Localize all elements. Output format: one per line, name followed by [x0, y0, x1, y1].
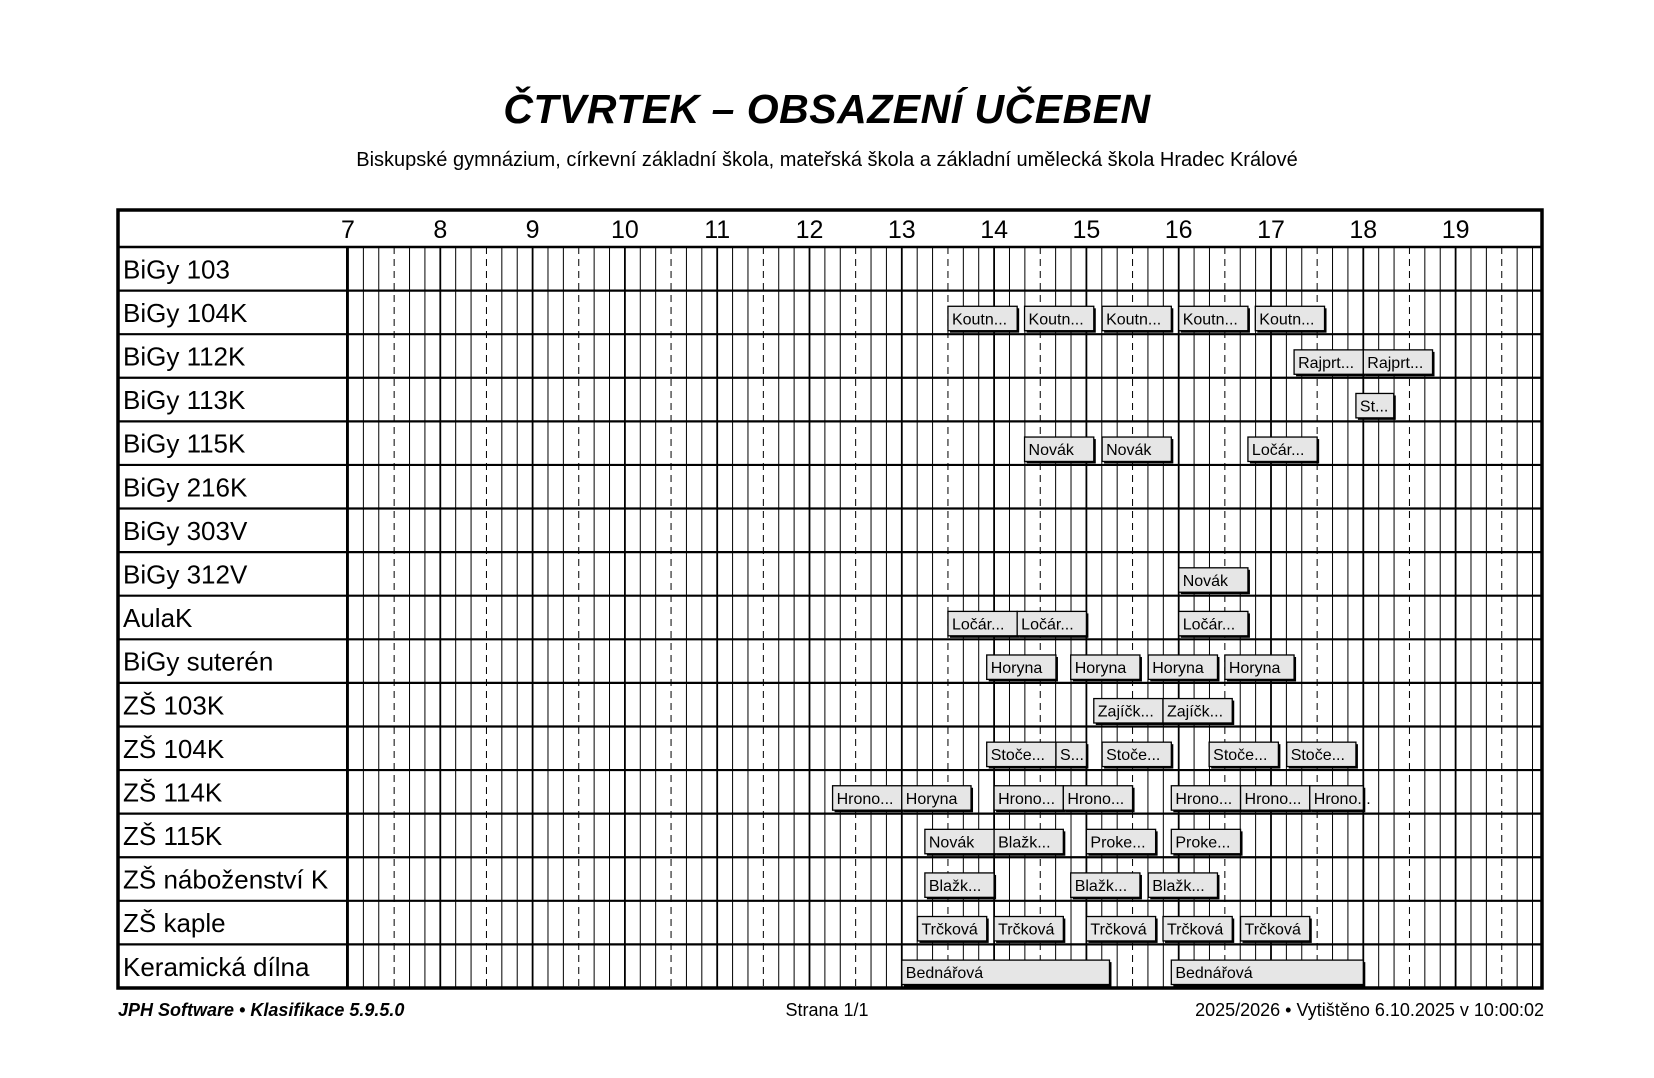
room-name: BiGy 103	[123, 254, 230, 285]
room-name: BiGy 216K	[123, 472, 248, 503]
hour-label: 18	[1349, 216, 1378, 244]
booking-teacher: Novák	[1182, 572, 1229, 590]
booking-teacher: Hrono...	[1313, 790, 1371, 808]
footer-software: JPH Software • Klasifikace 5.9.5.0	[118, 1000, 405, 1020]
room-name: BiGy 113K	[123, 385, 246, 416]
room-name: ZŠ náboženství K	[123, 864, 329, 895]
booking-teacher: Bednářová	[1175, 965, 1253, 983]
booking-teacher: Stoče...	[1106, 747, 1161, 765]
room-name: ZŠ 104K	[123, 733, 225, 764]
booking-teacher: Koutn...	[951, 311, 1008, 329]
booking-teacher: Trčková	[1244, 921, 1301, 939]
booking-teacher: Hrono...	[836, 790, 894, 808]
room-name: BiGy 112K	[123, 341, 246, 372]
hour-label: 15	[1072, 216, 1101, 244]
hour-label: 14	[980, 216, 1009, 244]
booking-teacher: Blažk...	[998, 834, 1051, 852]
footer-page-number: Strana 1/1	[785, 1000, 869, 1020]
booking-teacher: Ločár...	[1182, 616, 1236, 634]
booking-teacher: S...	[1059, 747, 1084, 765]
booking-teacher: Koutn...	[1028, 311, 1084, 329]
hour-label: 11	[704, 216, 731, 244]
booking-teacher: Bednářová	[905, 965, 984, 983]
room-name: Keramická dílna	[123, 951, 310, 982]
room-name: AulaK	[123, 603, 193, 634]
booking-teacher: Ločár...	[1251, 442, 1305, 460]
booking-teacher: Novák	[1106, 442, 1152, 460]
booking-teacher: Horyna	[990, 660, 1043, 678]
booking-teacher: Hrono...	[1175, 790, 1233, 808]
booking-teacher: Proke...	[1175, 834, 1231, 852]
booking-teacher: Hrono...	[1244, 790, 1302, 808]
room-name: BiGy 104K	[123, 297, 248, 328]
booking-teacher: St...	[1359, 398, 1389, 416]
hour-label: 9	[525, 216, 540, 244]
page-subtitle: Biskupské gymnázium, církevní základní škola, mateřská škola a základní umělecká škola Hradec Králové	[356, 149, 1298, 171]
booking-teacher: Horyna	[1228, 660, 1281, 678]
hour-label: 13	[887, 216, 916, 244]
booking-teacher: Blažk...	[1152, 877, 1205, 895]
booking-teacher: Horyna	[905, 790, 958, 808]
hour-label: 17	[1257, 216, 1285, 244]
booking-teacher: Stoče...	[990, 747, 1045, 765]
hour-label: 8	[433, 216, 448, 244]
room-name: ZŠ kaple	[123, 908, 226, 939]
booking-teacher: Novák	[928, 834, 975, 852]
booking-teacher: Trčková	[1167, 921, 1224, 939]
booking-teacher: Koutn...	[1106, 311, 1162, 329]
booking-teacher: Rajprt...	[1367, 354, 1424, 372]
hour-label: 10	[610, 216, 639, 244]
booking-teacher: Trčková	[921, 921, 978, 939]
hour-label: 16	[1164, 216, 1193, 244]
booking-teacher: Ločár...	[951, 616, 1005, 634]
booking-teacher: Zajíčk...	[1167, 703, 1224, 721]
hour-label: 7	[341, 216, 355, 244]
room-name: BiGy 115K	[123, 428, 246, 459]
room-name: ZŠ 103K	[123, 690, 225, 721]
booking-teacher: Blažk...	[928, 877, 982, 895]
booking-teacher: Horyna	[1074, 660, 1127, 678]
room-name: BiGy 303V	[123, 515, 248, 546]
booking-teacher: Zajíčk...	[1097, 703, 1154, 721]
booking-teacher: Novák	[1028, 442, 1074, 460]
booking-teacher: Ločár...	[1021, 616, 1074, 634]
booking-teacher: Trčková	[1090, 921, 1147, 939]
hour-label: 19	[1441, 216, 1470, 244]
footer-print-info: 2025/2026 • Vytištěno 6.10.2025 v 10:00:02	[1195, 1000, 1544, 1020]
booking-teacher: Stoče...	[1290, 747, 1345, 765]
room-name: ZŠ 114K	[123, 777, 223, 808]
hour-label: 12	[795, 216, 824, 244]
booking-teacher: Proke...	[1090, 834, 1146, 852]
room-name: BiGy 312V	[123, 559, 248, 590]
booking-teacher: Hrono...	[1067, 790, 1125, 808]
booking-teacher: Horyna	[1152, 660, 1204, 678]
booking-teacher: Koutn...	[1182, 311, 1238, 329]
page-title: ČTVRTEK – OBSAZENÍ UČEBEN	[503, 86, 1151, 132]
booking-teacher: Stoče...	[1213, 747, 1268, 765]
booking-teacher: Koutn...	[1259, 311, 1315, 329]
booking-teacher: Rajprt...	[1298, 354, 1355, 372]
booking-teacher: Hrono...	[998, 790, 1056, 808]
booking-teacher: Blažk...	[1074, 877, 1128, 895]
room-name: BiGy suterén	[123, 646, 274, 677]
room-name: ZŠ 115K	[123, 821, 223, 852]
booking-teacher: Trčková	[998, 921, 1055, 939]
